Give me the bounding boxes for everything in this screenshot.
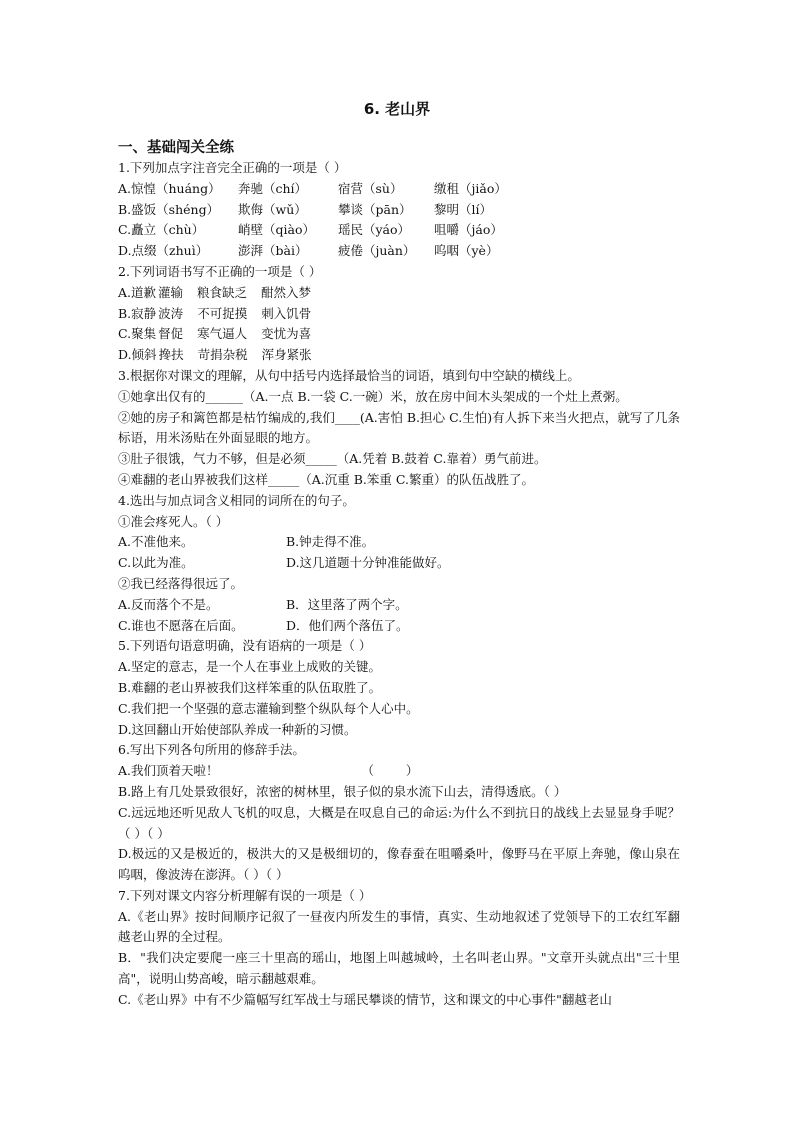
question-6-item-a: A.我们顶着天啦！ （ ） (118, 763, 419, 779)
question-3-stem: 3.根据你对课文的理解，从句中括号内选择最恰当的词语，填到句中空缺的横线上。 (118, 367, 580, 383)
word: 酣然入梦 (261, 284, 312, 300)
word: 波涛 (158, 305, 184, 321)
word: 变忧为喜 (261, 326, 312, 342)
question-6-item-c: C.远远地还听见敌人飞机的叹息，大概是在叹息自己的命运:为什么不到抗日的战线上去显显身手呢？（ ）（ ） (118, 804, 680, 841)
question-2-stem: 2.下列词语书写不正确的一项是（ ） (118, 263, 322, 279)
question-7-stem: 7.下列对课文内容分析理解有误的一项是（ ） (118, 887, 372, 903)
option-cell: 攀谈（pān） (338, 201, 412, 217)
option-cell: 缴租（jiǎo） (434, 180, 507, 196)
word: 寒气逼人 (197, 326, 248, 342)
word: 督促 (158, 326, 184, 342)
question-3-item-3: ③肚子很饿，气力不够，但是必须_____（A.凭着 B.鼓着 C.靠着）勇气前进。 (118, 451, 547, 467)
option-cell: A.惊惶（huáng） (118, 180, 221, 196)
question-6-stem: 6.写出下列各句所用的修辞手法。 (118, 742, 305, 758)
option-cell: 呜咽（yè） (434, 243, 499, 259)
question-6-item-b: B.路上有几处景致很好，浓密的树林里，银子似的泉水流下山去，清得透底。（ ） (118, 783, 567, 799)
question-7-option-c: C.《老山界》中有不少篇幅写红军战士与瑶民攀谈的情节，这和课文的中心事件"翻越老山 (118, 991, 612, 1007)
question-1-stem: 1.下列加点字注音完全正确的一项是（ ） (118, 160, 347, 175)
question-4-sub-1: ①准会疼死人。（ ） (118, 513, 229, 529)
option-cell: 欺侮（wǔ） (238, 201, 307, 217)
question-5-option-d: D.这回翻山开始使部队养成一种新的习惯。 (118, 721, 357, 737)
word: 浑身紧张 (261, 347, 312, 363)
question-5-stem: 5.下列语句语意明确，没有语病的一项是（ ） (118, 638, 372, 654)
word: B.寂静 (118, 305, 157, 321)
question-5-option-c: C.我们把一个坚强的意志灌输到整个纵队每个人心中。 (118, 700, 419, 716)
option-cell: B.盛饭（shéng） (118, 201, 220, 217)
question-6-item-d: D.极远的又是极近的，极洪大的又是极细切的，像春蚕在咀嚼桑叶，像野马在平原上奔驰，像山泉在呜咽，像波涛在澎湃。（ ）（ ） (118, 846, 680, 883)
option-cell: 宿营（sù） (338, 180, 403, 196)
option: B．这里落了两个字。 (286, 596, 408, 612)
question-1-option-b (118, 200, 680, 221)
word: A.道歉 (118, 284, 157, 300)
question-4-sub-1-options-cd (118, 553, 680, 574)
question-4-sub-2: ②我已经落得很远了。 (118, 575, 244, 591)
question-1-option-a (118, 179, 680, 200)
question-1-option-d (118, 241, 680, 262)
question-4-sub-2-options-ab (118, 595, 680, 616)
question-2-option-c (118, 324, 680, 345)
question-3-item-2: ②她的房子和篱笆都是枯竹编成的,我们____(A.害怕 B.担心 C.生怕)有人拆下来当火把点，就写了几条标语，用米汤贴在外面显眼的地方。 (118, 409, 680, 446)
word: D.倾斜 (118, 347, 157, 363)
question-4-sub-1-options-ab (118, 532, 680, 553)
word: 刺入饥骨 (261, 305, 312, 321)
option-cell: 峭壁（qiào） (238, 222, 315, 238)
page-title: 6. 老山界 (363, 100, 431, 118)
question-2-option-d (118, 345, 680, 366)
word: 苛捐杂税 (197, 347, 248, 363)
option-cell: D.点缀（zhuì） (118, 243, 209, 259)
word: 搀扶 (158, 347, 184, 363)
option: C.以此为准。 (118, 555, 194, 571)
question-7-option-b: B．"我们决定要爬一座三十里高的瑶山，地图上叫越城岭，土名叫老山界。"文章开头就点出"三十里高"，说明山势高峻，暗示翻越艰难。 (118, 950, 680, 987)
question-4-sub-2-options-cd (118, 616, 680, 637)
option-cell: 瑶民（yáo） (338, 222, 411, 238)
option-cell: 黎明（lí） (434, 201, 492, 217)
option-cell: 疲倦（juàn） (338, 243, 416, 259)
section-title: 一、基础闯关全练 (118, 140, 234, 156)
option: D.这几道题十分钟准能做好。 (286, 555, 450, 571)
option-cell: 澎湃（bài） (238, 243, 308, 259)
question-2-option-b (118, 304, 680, 325)
option: A.反而落个不是。 (118, 596, 219, 612)
word: 不可捉摸 (197, 305, 248, 321)
option: B.钟走得不准。 (286, 534, 375, 550)
option-cell: 咀嚼（jáo） (434, 222, 503, 238)
word: C.聚集 (118, 326, 157, 342)
question-3-item-1: ①她拿出仅有的______（A.一点 B.一袋 C.一碗）米，放在房中间木头架成的一个灶上煮粥。 (118, 388, 628, 404)
question-1-option-c (118, 220, 680, 241)
option: A.不准他来。 (118, 534, 194, 550)
question-3-item-4: ④难翻的老山界被我们这样_____（A.沉重 B.笨重 C.繁重）的队伍战胜了。 (118, 471, 534, 487)
option: D．他们两个落伍了。 (286, 617, 409, 633)
word: 灌输 (158, 284, 184, 300)
question-2-option-a (118, 283, 680, 304)
word: 粮食缺乏 (197, 284, 248, 300)
option: C.谁也不愿落在后面。 (118, 617, 244, 633)
question-4-stem: 4.选出与加点词含义相同的词所在的句子。 (118, 492, 355, 508)
question-7-option-a: A.《老山界》按时间顺序记叙了一昼夜内所发生的事情，真实、生动地叙述了党领导下的工农红军翻越老山界的全过程。 (118, 908, 680, 945)
worksheet-content (118, 138, 680, 1011)
option-cell: 奔驰（chí） (238, 180, 308, 196)
question-5-option-a: A.坚定的意志，是一个人在事业上成败的关键。 (118, 659, 382, 675)
option-cell: C.矗立（chù） (118, 222, 205, 238)
question-5-option-b: B.难翻的老山界被我们这样笨重的队伍取胜了。 (118, 679, 382, 695)
